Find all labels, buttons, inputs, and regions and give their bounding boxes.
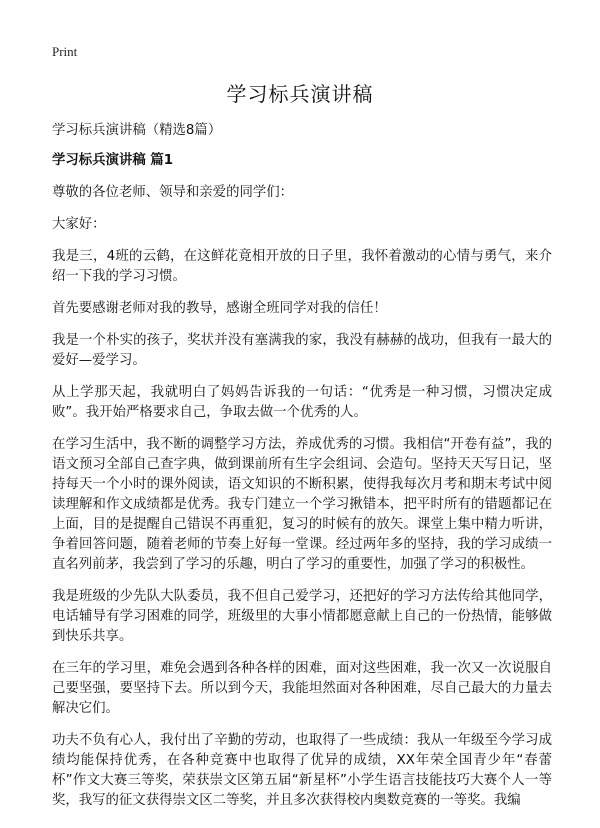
section-heading: 学习标兵演讲稿 篇1 — [52, 153, 174, 168]
paragraph-greeting: 大家好： — [52, 217, 106, 232]
paragraph-thanks: 首先要感谢老师对我的教导，感谢全班同学对我的信任！ — [52, 301, 387, 316]
paragraph-difficulties: 在三年的学习里，难免会遇到各种各样的困难，面对这些困难，我一次又一次说服自己要坚强，要坚持下去。所以到今天，我能坦然面对各种困难，尽自己最大的力量去解决它们。 — [52, 661, 552, 716]
paragraph-salutation: 尊敬的各位老师、领导和亲爱的同学们： — [52, 185, 294, 200]
paragraph-self-description: 我是一个朴实的孩子，奖状并没有塞满我的家，我没有赫赫的战功，但我有一最大的爱好—爱学习。 — [52, 333, 552, 368]
paragraph-intro: 我是三，4班的云鹤，在这鲜花竟相开放的日子里，我怀着激动的心情与勇气，来介绍一下我的学习习惯。 — [52, 249, 552, 284]
document-title: 学习标兵演讲稿 — [226, 82, 374, 106]
document-body — [52, 121, 552, 823]
paragraph-achievements: 功夫不负有心人，我付出了辛勤的劳动，也取得了一些成绩：我从一年级至今学习成绩均能保持优秀，在各种竞赛中也取得了优异的成绩，XX年荣全国青少年“春蕾杯”作文大赛三等奖，荣获崇文区第五届“新星杯”小学生语言技能技巧大赛个人一等奖，我写的征文获得崇文区二等奖，并且多次获得校内奥数竞赛的一等奖。我编 — [52, 733, 552, 808]
paragraph-class-role: 我是班级的少先队大队委员，我不但自己爱学习，还把好的学习方法传给其他同学，电话辅导有学习困难的同学，班级里的大事小情都愿意献上自己的一份热情，能够做到快乐共享。 — [52, 589, 552, 644]
paragraph-study-habits: 在学习生活中，我不断的调整学习方法，养成优秀的习惯。我相信“开卷有益”，我的语文预习全部自己查字典，做到课前所有生字会组词、会造句。坚持天天写日记，坚持每天一个小时的课外阅读，语文知识的不断积累，使得我每次月考和期末考试中阅读理解和作文成绩都是优秀。我专门建立一个学习揪错本，把平时所有的错题都记在上面，目的是提醒自己错误不再重犯，复习的时候有的放矢。课堂上集中精力听讲，争着回答问题，随着老师的节奏上好每一堂课。经过两年多的坚持，我的学习成绩一直名列前茅，我尝到了学习的乐趣，明白了学习的重要性，加强了学习的积极性。 — [52, 437, 552, 572]
paragraph-motto: 从上学那天起，我就明白了妈妈告诉我的一句话：“优秀是一种习惯，习惯决定成败”。我开始严格要求自己，争取去做一个优秀的人。 — [52, 385, 552, 420]
document-subtitle: 学习标兵演讲稿（精选8篇） — [52, 123, 222, 138]
print-link[interactable]: Print — [52, 44, 78, 59]
